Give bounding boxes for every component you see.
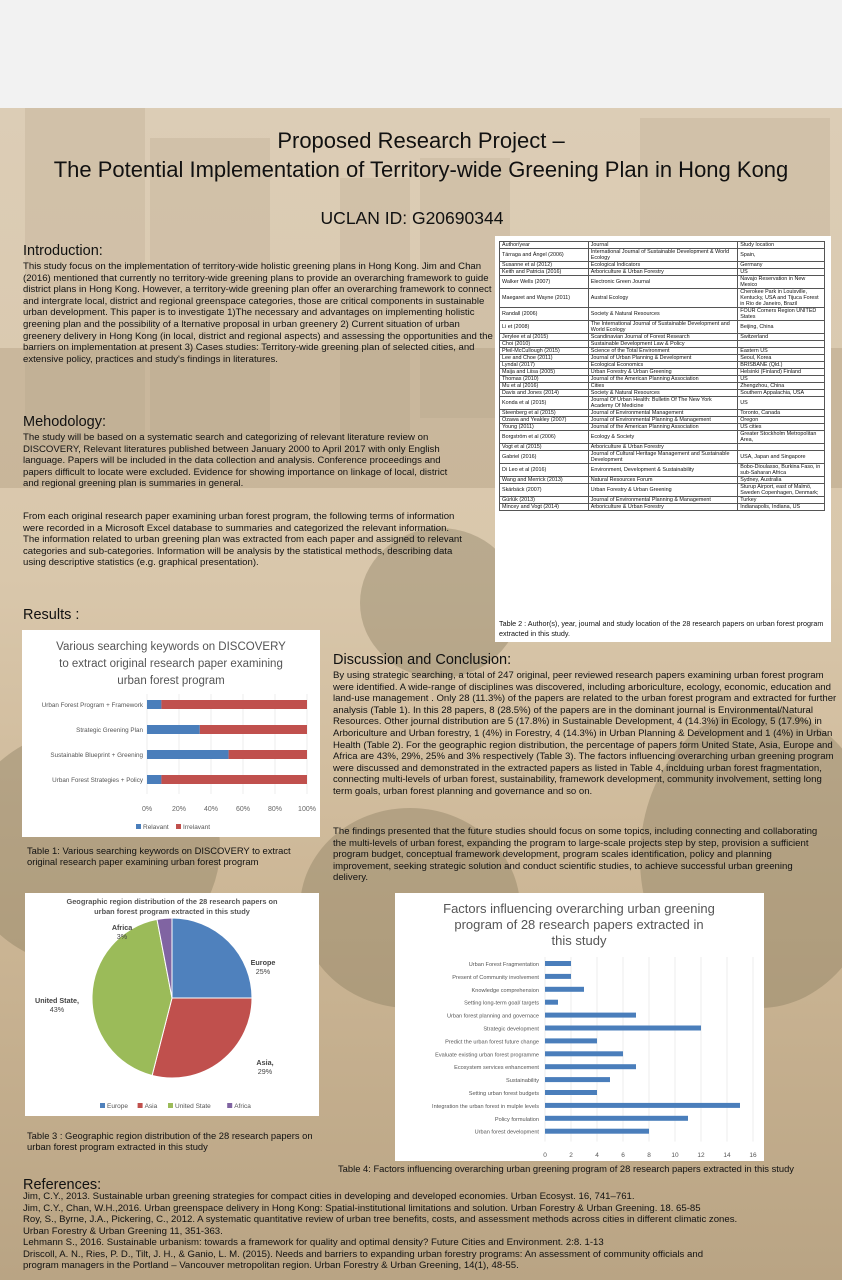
cell-author: Tárraga and Ángel (2006): [500, 249, 589, 262]
cell-location: [738, 341, 825, 348]
legend-label: Relavant: [143, 824, 169, 831]
x-tick-label: 8: [647, 1152, 651, 1159]
x-tick-label: 12: [697, 1152, 705, 1159]
cell-author: Young (2011): [500, 424, 589, 431]
cell-journal: Arboriculture & Urban Forestry: [588, 269, 737, 276]
chart-2-panel: [25, 893, 319, 1116]
cell-journal: Arboriculture & Urban Forestry: [588, 504, 737, 511]
x-tick-label: 80%: [267, 806, 283, 813]
table-row: [500, 444, 825, 451]
table-header-row: [500, 242, 825, 249]
cell-author: Li et (2008): [500, 321, 589, 334]
pie-slice-europe: [172, 918, 252, 998]
cell-author: Thomas (2010): [500, 376, 589, 383]
cell-location: Bobo-Dioulasso, Burkina Faso, in sub-Saharan Africa: [738, 464, 825, 477]
table-row: [500, 348, 825, 355]
cell-author: Lyndal (2017): [500, 362, 589, 369]
cell-location: Southern Appalachia, USA: [738, 390, 825, 397]
cell-author: Randall (2006): [500, 308, 589, 321]
table-row: [500, 451, 825, 464]
cell-author: Susanne et al (2012): [500, 262, 589, 269]
poster-title: [0, 126, 842, 184]
cell-journal: Sustainable Development Law & Policy: [588, 341, 737, 348]
cell-author: Konda et al (2015): [500, 397, 589, 410]
bar-relavant: [147, 725, 200, 734]
table-row: [500, 410, 825, 417]
header-location: Study location: [738, 242, 825, 249]
cell-location: Greater Stockholm Metropolitan Area,: [738, 431, 825, 444]
table-2-caption: Table 2 : Author(s), year, journal and study location of the 28 research papers on urban forest program extracted in this study.: [499, 619, 824, 638]
cell-location: FOUR Corners Region UNITED States: [738, 308, 825, 321]
chart-1-title-line-1: Various searching keywords on DISCOVERY: [56, 641, 286, 653]
bar-relavant: [147, 700, 161, 709]
legend-label: Irrelavant: [183, 824, 211, 831]
cell-location: Germany: [738, 262, 825, 269]
uclan-id: UCLAN ID: G20690344: [320, 208, 504, 228]
chart-1-title-line-2: to extract original research paper examining: [59, 658, 283, 670]
category-label: Sustainability: [506, 1078, 539, 1085]
category-label: Predict the urban forest future change: [445, 1039, 539, 1046]
legend-swatch: [138, 1103, 143, 1108]
bar: [545, 1103, 740, 1108]
results-heading: Results :: [23, 607, 80, 623]
category-label: Present of Community involvement: [452, 974, 539, 981]
bar-irrelavant: [229, 750, 307, 759]
table-row: [500, 355, 825, 362]
reference-item: Jim, C.Y., Chan, W.H.,2016. Urban greenspace delivery in Hong Kong: Spatial-institutional limitations and solution. Urban Forestry & Urban Greening. 18. 65-85: [23, 1202, 701, 1214]
bar: [545, 1013, 636, 1018]
reference-item: Roy, S., Byrne, J.A., Pickering, C., 2012. A systematic quantitative review of urban tree benefits, costs, and assessment methods across cities in different climatic zones. Urban Forestry & Urban Greening 11, 351-363.: [23, 1214, 738, 1237]
table-row: [500, 289, 825, 308]
x-tick-label: 16: [749, 1152, 757, 1159]
category-label: Urban Forest Strategies + Policy: [52, 777, 143, 784]
bar-irrelavant: [200, 725, 307, 734]
bar: [545, 974, 571, 979]
bar: [545, 1090, 597, 1095]
legend-swatch: [168, 1103, 173, 1108]
bar: [545, 1077, 610, 1082]
cell-author: Jerylee et al (2015): [500, 334, 589, 341]
legend-swatch: [136, 824, 141, 829]
bar: [545, 1038, 597, 1043]
cell-location: Indianapolis, Indiana, US: [738, 504, 825, 511]
cell-journal: Electronic Green Journal: [588, 276, 737, 289]
table-row: [500, 376, 825, 383]
x-tick-label: 100%: [298, 806, 316, 813]
cell-author: Choi (2010): [500, 341, 589, 348]
chart-3-title-line-2: program of 28 research papers extracted in: [454, 917, 704, 932]
table-4-caption: Table 4: Factors influencing overarching urban greening program of 28 research papers extracted in this study: [338, 1163, 794, 1174]
legend-label: United State: [175, 1103, 211, 1110]
cell-location: Beijing, China: [738, 321, 825, 334]
legend-label: Europe: [107, 1103, 128, 1110]
table-row: [500, 464, 825, 477]
cell-author: Maegaret and Wayne (2011): [500, 289, 589, 308]
cell-location: Sturup Airport, east of Malmö, Sweden Copenhagen, Denmark;: [738, 484, 825, 497]
header-journal: Journal: [588, 242, 737, 249]
references-heading: References:: [23, 1177, 102, 1193]
cell-journal: Society & Natural Resources: [588, 308, 737, 321]
table-row: [500, 308, 825, 321]
chart-1-panel: [22, 630, 320, 837]
cell-author: Davis and Jones (2014): [500, 390, 589, 397]
bar: [545, 1116, 688, 1121]
cell-journal: The International Journal of Sustainable Development and World Ecology: [588, 321, 737, 334]
cell-journal: Arboriculture & Urban Forestry: [588, 444, 737, 451]
category-label: Policy formulation: [494, 1116, 539, 1123]
category-label: Setting urban forest budgets: [468, 1091, 539, 1097]
slice-value: 29%: [257, 1067, 273, 1076]
table-row: [500, 390, 825, 397]
bar: [545, 987, 584, 992]
cell-location: US cities: [738, 424, 825, 431]
table-row: [500, 334, 825, 341]
table-row: [500, 504, 825, 511]
bar-irrelavant: [161, 775, 307, 784]
cell-location: Spain,: [738, 249, 825, 262]
category-label: Setting long-term goal/ targets: [464, 1000, 539, 1007]
category-label: Sustainable Blueprint + Greening: [50, 752, 143, 759]
cell-journal: Journal of Environmental Planning & Management: [588, 497, 737, 504]
introduction-text: This study focus on the implementation of territory-wide holistic greening plans in Hong Kong. Jim and Chan (2016) mentioned that currently no territory-wide greening plans to provide an overarching framework to guide district plans in Hong Kong. However, a territory-wide greening plan offer an overarching framework to connect and intergrate local, district and regional greenspace categories, those are critical components in sustainable urban development. This paper is to investigate 1)The necessary and advantages on implementing holistic greening plan and the possibility of a lternative proposal in urban greenery 2) Current situation of urban greenery delivery in Hong Kong (in local, district and regional aspects) and assessing the opportunities and the barriers on implementation at present 3) Cases studies: Territory-wide greening plan of selected cities, and extensive policy, practices and study's findings in literatures.: [23, 261, 493, 365]
x-tick-label: 20%: [171, 806, 187, 813]
slice-label: Europe: [250, 958, 276, 967]
cell-journal: Journal of Environmental Planning & Management: [588, 417, 737, 424]
table-1-caption: Table 1: Various searching keywords on DISCOVERY to extract original research paper examining urban forest program: [27, 845, 291, 867]
cell-author: Maija and Liisa (2005): [500, 369, 589, 376]
chart-3-panel: [395, 893, 764, 1161]
legend-label: Asia: [144, 1103, 158, 1110]
table-2-panel: [495, 236, 831, 642]
cell-author: Mincey and Vogt (2014): [500, 504, 589, 511]
title-line-2: The Potential Implementation of Territory-wide Greening Plan in Hong Kong: [53, 157, 789, 182]
methodology-text-2: From each original research paper examining urban forest program, the following terms of information were recorded in a Microsoft Excel database to summaries and categorized the relevant information. The information related to urban greening plan was extracted from each paper and assigned to relevant categories and sub-categories. Information will be analysis by the statistical methods, describing data using descriptive statistics (e.g. graphical presentation).: [23, 511, 462, 569]
category-label: Urban forest development: [474, 1129, 539, 1136]
x-tick-label: 40%: [203, 806, 219, 813]
cell-journal: Society & Natural Resources: [588, 390, 737, 397]
chart-2-title-line-1: Geographic region distribution of the 28 research papers on: [66, 897, 278, 906]
cell-location: Oregon: [738, 417, 825, 424]
cell-author: Gabriel (2016): [500, 451, 589, 464]
cell-author: Lee and Choe (2011): [500, 355, 589, 362]
cell-location: Zhengzhou, China: [738, 383, 825, 390]
cell-journal: Journal Of Urban Health: Bulletin Of The New York Academy Of Medicine: [588, 397, 737, 410]
cell-journal: Scandinavian Journal of Forest Research: [588, 334, 737, 341]
cell-location: Switzerland: [738, 334, 825, 341]
cell-author: Vogt et al (2015): [500, 444, 589, 451]
category-label: Urban forest planning and governace: [446, 1013, 539, 1020]
cell-location: US: [738, 269, 825, 276]
legend-swatch: [100, 1103, 105, 1108]
cell-journal: International Journal of Sustainable Development & World Ecology: [588, 249, 737, 262]
bar: [545, 1064, 636, 1069]
table-row: [500, 369, 825, 376]
slice-label: Africa: [111, 923, 133, 932]
references-list: [23, 1191, 738, 1272]
cell-location: Navajo Reservation in New Mexico: [738, 276, 825, 289]
x-tick-label: 4: [595, 1152, 599, 1159]
bar: [545, 1026, 701, 1031]
table-row: [500, 431, 825, 444]
cell-author: Wang and Merrick (2013): [500, 477, 589, 484]
bar: [545, 1000, 558, 1005]
cell-author: Borgström et al (2006): [500, 431, 589, 444]
bar: [545, 1051, 623, 1056]
category-label: Evaluate existing urban forest programme: [435, 1052, 539, 1059]
cell-author: Ozawa and Yeakley (2007): [500, 417, 589, 424]
cell-author: Keith and Patricia (2016): [500, 269, 589, 276]
table-row: [500, 321, 825, 334]
table-row: [500, 262, 825, 269]
literature-table-wrapper: [499, 241, 825, 511]
bar-irrelavant: [161, 700, 307, 709]
legend-swatch: [227, 1103, 232, 1108]
cell-author: Pfeil-McCullough (2015): [500, 348, 589, 355]
x-tick-label: 60%: [235, 806, 251, 813]
cell-journal: Cities: [588, 383, 737, 390]
cell-location: Sydney, Australia: [738, 477, 825, 484]
cell-author: Di Leo et al (2016): [500, 464, 589, 477]
cell-location: USA, Japan and Singapore: [738, 451, 825, 464]
slice-value: 3%: [116, 932, 128, 941]
bar: [545, 1129, 649, 1134]
table-row: [500, 341, 825, 348]
cell-journal: Environment, Development & Sustainability: [588, 464, 737, 477]
cell-author: Skärbäck (2007): [500, 484, 589, 497]
cell-journal: Journal of the American Planning Association: [588, 376, 737, 383]
table-row: [500, 484, 825, 497]
cell-journal: Journal of Environmental Management: [588, 410, 737, 417]
chart-2-title-line-2: urban forest program extracted in this study: [94, 907, 250, 916]
bar-relavant: [147, 775, 161, 784]
cell-journal: Ecology & Society: [588, 431, 737, 444]
factors-bar-chart: [395, 893, 764, 1161]
cell-journal: Ecological Economics: [588, 362, 737, 369]
reference-item: Driscoll, A. N., Ries, P. D., Tilt, J. H., & Ganio, L. M. (2015). Needs and barriers to expanding urban forestry programs: An assessment of community officials and program managers in the Portland – Vancouver metropolitan region. Urban Forestry & Urban Greening, 14(1), 48-55.: [23, 1248, 704, 1271]
discussion-heading: Discussion and Conclusion:: [333, 652, 512, 668]
cell-journal: Urban Forestry & Urban Greening: [588, 484, 737, 497]
chart-1-title-line-3: urban forest program: [117, 675, 225, 687]
x-tick-label: 0: [543, 1152, 547, 1159]
keyword-relevance-chart: [22, 630, 320, 837]
x-tick-label: 14: [723, 1152, 731, 1159]
reference-item: Lehmann S., 2016. Sustainable urbanism: towards a framework for quality and optimal density? Future Cities and Environment. 2:8. 1-13: [23, 1237, 604, 1248]
cell-author: Steenberg et al (2015): [500, 410, 589, 417]
category-label: Strategic Greening Plan: [76, 727, 143, 734]
chart-3-title-line-3: this study: [551, 933, 607, 948]
cell-journal: Ecological Indicators: [588, 262, 737, 269]
cell-location: Helsinki (Finland) Finland: [738, 369, 825, 376]
table-row: [500, 276, 825, 289]
bar-relavant: [147, 750, 229, 759]
table-row: [500, 417, 825, 424]
cell-author: Walker Wells (2007): [500, 276, 589, 289]
chart-3-title-line-1: Factors influencing overarching urban greening: [443, 901, 715, 916]
category-label: Strategic development: [483, 1026, 539, 1033]
methodology-text-1: The study will be based on a systematic search and categorizing of relevant literature review on DISCOVERY, Relevant literatures published between January 2000 to April 2017 with only English language. Papers will be included in the data collection and analysis. Conference proceedings and papers difficult to locate were excluded. Evidence for showing importance on linkage of local, district and regional greening plan is summaries in general.: [23, 432, 448, 490]
cell-journal: Journal of Urban Planning & Development: [588, 355, 737, 362]
cell-location: Eastern US: [738, 348, 825, 355]
header-author: Author/year: [500, 242, 589, 249]
table-row: [500, 424, 825, 431]
literature-table: [499, 241, 825, 511]
cell-journal: Journal of Cultural Heritage Management and Sustainable Development: [588, 451, 737, 464]
slice-label: Asia,: [256, 1058, 274, 1067]
legend-label: Africa: [234, 1103, 251, 1110]
category-label: Knowledge comprehension: [471, 987, 539, 994]
cell-location: Cherokee Park in Louisville, Kentucky, USA and Tijuca Forest in Rio de Janeiro, Brazil: [738, 289, 825, 308]
x-tick-label: 10: [671, 1152, 679, 1159]
category-label: Urban Forest Program + Framework: [41, 702, 143, 709]
category-label: Urban Forest Fragmentation: [468, 962, 539, 968]
discussion-text-2: The findings presented that the future studies should focus on some topics, including connecting and collaborating the multi-levels of urban forest, expanding the program to large-scale projects step by step, provision a sufficient program budget, conceptual framework development, program scales identification, policy and planning improvement, seeking strategic solution and conduct scientific studies, to achieve successful urban greening delivery.: [333, 826, 818, 884]
cell-location: US: [738, 376, 825, 383]
cell-location: BRISBANE (Qld.): [738, 362, 825, 369]
cell-location: Toronto, Canada: [738, 410, 825, 417]
cell-journal: Journal of the American Planning Association: [588, 424, 737, 431]
category-label: Integration the urban forest in mulple levels: [432, 1103, 539, 1110]
cell-journal: Austral Ecology: [588, 289, 737, 308]
title-line-1: Proposed Research Project –: [277, 128, 565, 153]
introduction-heading: Introduction:: [23, 243, 103, 259]
methodology-heading: Mehodology:: [23, 414, 107, 430]
bar: [545, 961, 571, 966]
region-pie-chart: [25, 893, 319, 1116]
category-label: Ecosystem services enhancement: [454, 1065, 539, 1072]
x-tick-label: 6: [621, 1152, 625, 1159]
cell-location: [738, 444, 825, 451]
cell-author: Mu et al (2016): [500, 383, 589, 390]
table-3-caption: Table 3 : Geographic region distribution of the 28 research papers on urban forest program extracted in this study: [27, 1130, 313, 1152]
cell-location: Turkey: [738, 497, 825, 504]
table-row: [500, 397, 825, 410]
cell-journal: Urban Forestry & Urban Greening: [588, 369, 737, 376]
cell-location: US: [738, 397, 825, 410]
cell-journal: Natural Resources Forum: [588, 477, 737, 484]
cell-location: Seoul, Korea: [738, 355, 825, 362]
slice-value: 43%: [49, 1005, 65, 1014]
legend-swatch: [176, 824, 181, 829]
table-row: [500, 269, 825, 276]
table-row: [500, 383, 825, 390]
x-tick-label: 2: [569, 1152, 573, 1159]
x-tick-label: 0%: [141, 806, 153, 813]
discussion-text-1: By using strategic searching, a total of 247 original, peer reviewed research papers examining urban forest program were identified. A wide-range of disciplines was discovered, including arboriculture, ecology, economic, education and land-use management . Only 28 (11.3%) of the papers are related to the urban forest program and extracted for further analysis (Table 1). In this 28 papers, 8 (28.5%) of the papers are in the dominant journal is Environmental/Natural Resources. Other journal distribution are 5 (17.8%) in Sustainable Development, 4 (14.3%) in Ecology, 5 (17.9%) in Arboriculture and Urban forestry, 1 (4%) in Forestry, 4 (14.3%) in Urban Planning & Development and 1 (4%) in Urban Health (Table 2). For the geographic region distribution, the percentage of papers form United State, Asia, Europe and Africa are 43%, 29%, 25% and 3% respectively (Table 3). The factors influencing overarching urban greening program were discussed and demonstrated in the extracted papers as listed in Table 4, inclduing urban forest fragmentation, connecting multi-levels of urban forest, sustainability, framework development, community involvement, setting long term goals, urban forest planning and governance and so on.: [333, 670, 837, 797]
cell-author: Gürlük (2013): [500, 497, 589, 504]
table-row: [500, 249, 825, 262]
reference-item: Jim, C.Y., 2013. Sustainable urban greening strategies for compact cities in developing and developed economies. Urban Ecosyst. 16, 741–761.: [23, 1191, 635, 1202]
slice-label: United State,: [35, 996, 79, 1005]
table-row: [500, 362, 825, 369]
table-row: [500, 497, 825, 504]
table-row: [500, 477, 825, 484]
cell-journal: Science of the Total Environment: [588, 348, 737, 355]
slice-value: 25%: [255, 967, 271, 976]
